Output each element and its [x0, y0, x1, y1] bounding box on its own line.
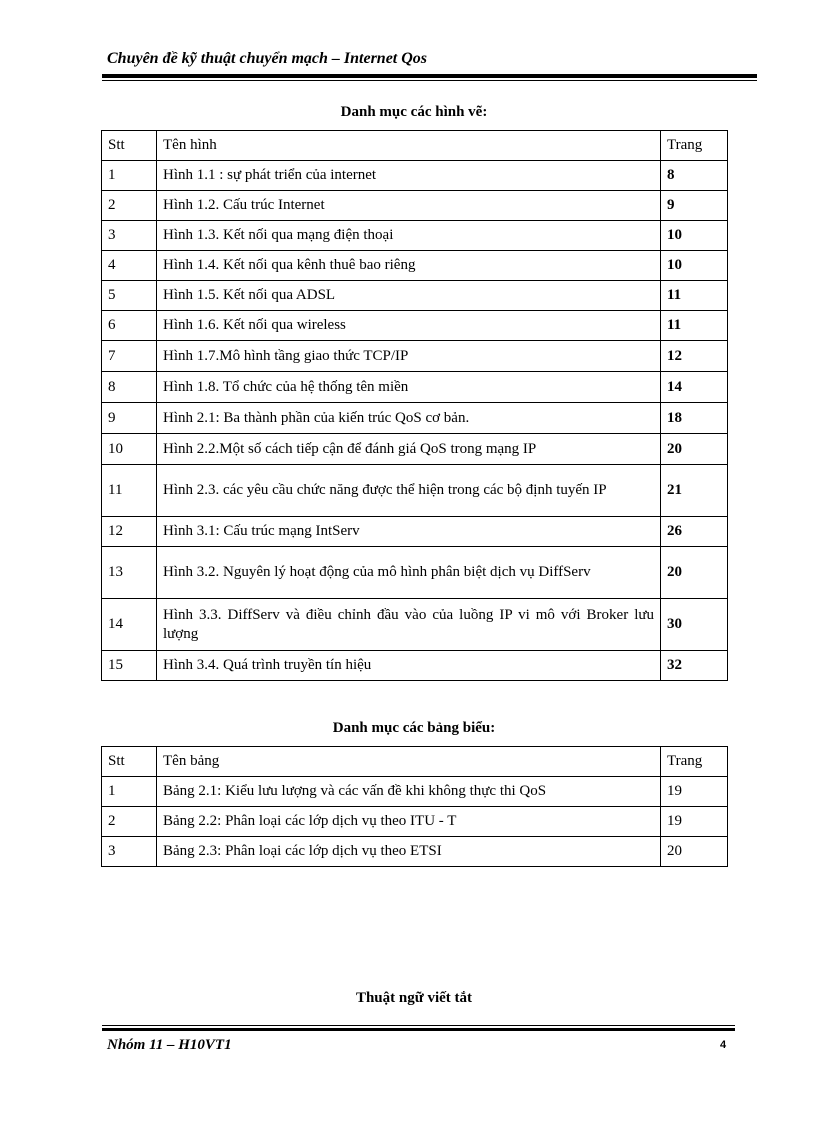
page-cell: 11 [661, 311, 728, 341]
table-header-row [102, 131, 728, 161]
column-header-stt: Stt [102, 747, 157, 777]
column-header-name: Tên hình [157, 131, 661, 161]
table-row [102, 547, 728, 599]
page-cell: 20 [661, 434, 728, 465]
name-cell: Bảng 2.2: Phân loại các lớp dịch vụ theo ITU - T [157, 807, 661, 837]
stt-cell: 3 [102, 221, 157, 251]
page-cell: 26 [661, 517, 728, 547]
page-cell: 21 [661, 465, 728, 517]
stt-cell: 1 [102, 161, 157, 191]
header-title: Chuyên đề kỹ thuật chuyển mạch – Internet Qos [107, 50, 428, 67]
column-header-page: Trang [661, 747, 728, 777]
name-cell: Hình 2.1: Ba thành phần của kiến trúc QoS cơ bản. [157, 403, 661, 434]
page-cell: 8 [661, 161, 728, 191]
name-cell: Hình 3.3. DiffServ và điều chỉnh đầu vào của luồng IP vi mô với Broker lưu lượng [157, 599, 661, 651]
page-cell: 20 [661, 837, 728, 867]
stt-cell: 8 [102, 372, 157, 403]
name-cell: Hình 1.6. Kết nối qua wireless [157, 311, 661, 341]
stt-cell: 6 [102, 311, 157, 341]
stt-cell: 2 [102, 191, 157, 221]
stt-cell: 14 [102, 599, 157, 651]
stt-cell: 9 [102, 403, 157, 434]
stt-cell: 7 [102, 341, 157, 372]
tables-section-title: Danh mục các bảng biểu: [332, 720, 496, 736]
page-cell: 32 [661, 651, 728, 681]
table-row [102, 191, 728, 221]
header-rule [102, 74, 757, 81]
page-cell: 14 [661, 372, 728, 403]
stt-cell: 5 [102, 281, 157, 311]
table-row [102, 161, 728, 191]
name-cell: Hình 3.1: Cấu trúc mạng IntServ [157, 517, 661, 547]
table-row [102, 651, 728, 681]
page-cell: 30 [661, 599, 728, 651]
page-cell: 11 [661, 281, 728, 311]
name-cell: Hình 1.1 : sự phát triển của internet [157, 161, 661, 191]
name-cell: Hình 1.5. Kết nối qua ADSL [157, 281, 661, 311]
page-cell: 19 [661, 807, 728, 837]
column-header-page: Trang [661, 131, 728, 161]
tables-table [101, 746, 728, 867]
stt-cell: 1 [102, 777, 157, 807]
table-row [102, 465, 728, 517]
stt-cell: 15 [102, 651, 157, 681]
table-row [102, 221, 728, 251]
page-cell: 10 [661, 221, 728, 251]
table-row [102, 517, 728, 547]
figures-table [101, 130, 728, 681]
page-cell: 12 [661, 341, 728, 372]
page-cell: 19 [661, 777, 728, 807]
abbreviations-title: Thuật ngữ viết tắt [355, 990, 473, 1006]
table-row [102, 599, 728, 651]
table-row [102, 807, 728, 837]
name-cell: Hình 1.3. Kết nối qua mạng điện thoại [157, 221, 661, 251]
name-cell: Hình 3.4. Quá trình truyền tín hiệu [157, 651, 661, 681]
name-cell: Hình 2.3. các yêu cầu chức năng được thể hiện trong các bộ định tuyến IP [157, 465, 661, 517]
stt-cell: 12 [102, 517, 157, 547]
column-header-name: Tên bảng [157, 747, 661, 777]
name-cell: Hình 1.2. Cấu trúc Internet [157, 191, 661, 221]
page-cell: 10 [661, 251, 728, 281]
name-cell: Hình 1.8. Tổ chức của hệ thống tên miền [157, 372, 661, 403]
name-cell: Hình 1.4. Kết nối qua kênh thuê bao riêng [157, 251, 661, 281]
stt-cell: 2 [102, 807, 157, 837]
table-row [102, 777, 728, 807]
footer-group-label: Nhóm 11 – H10VT1 [107, 1037, 232, 1053]
page-cell: 18 [661, 403, 728, 434]
table-row [102, 434, 728, 465]
name-cell: Bảng 2.1: Kiểu lưu lượng và các vấn đề khi không thực thi QoS [157, 777, 661, 807]
stt-cell: 3 [102, 837, 157, 867]
table-row [102, 372, 728, 403]
page-cell: 9 [661, 191, 728, 221]
name-cell: Hình 2.2.Một số cách tiếp cận để đánh giá QoS trong mạng IP [157, 434, 661, 465]
column-header-stt: Stt [102, 131, 157, 161]
name-cell: Hình 1.7.Mô hình tầng giao thức TCP/IP [157, 341, 661, 372]
stt-cell: 13 [102, 547, 157, 599]
figures-section-title: Danh mục các hình vẽ: [340, 104, 488, 120]
name-cell: Bảng 2.3: Phân loại các lớp dịch vụ theo ETSI [157, 837, 661, 867]
table-header-row [102, 747, 728, 777]
table-row [102, 251, 728, 281]
footer-rule [102, 1025, 735, 1031]
table-row [102, 311, 728, 341]
table-row [102, 837, 728, 867]
table-row [102, 403, 728, 434]
table-row [102, 341, 728, 372]
stt-cell: 10 [102, 434, 157, 465]
page-cell: 20 [661, 547, 728, 599]
stt-cell: 4 [102, 251, 157, 281]
stt-cell: 11 [102, 465, 157, 517]
table-row [102, 281, 728, 311]
name-cell: Hình 3.2. Nguyên lý hoạt động của mô hình phân biệt dịch vụ DiffServ [157, 547, 661, 599]
page-number: 4 [720, 1039, 727, 1051]
